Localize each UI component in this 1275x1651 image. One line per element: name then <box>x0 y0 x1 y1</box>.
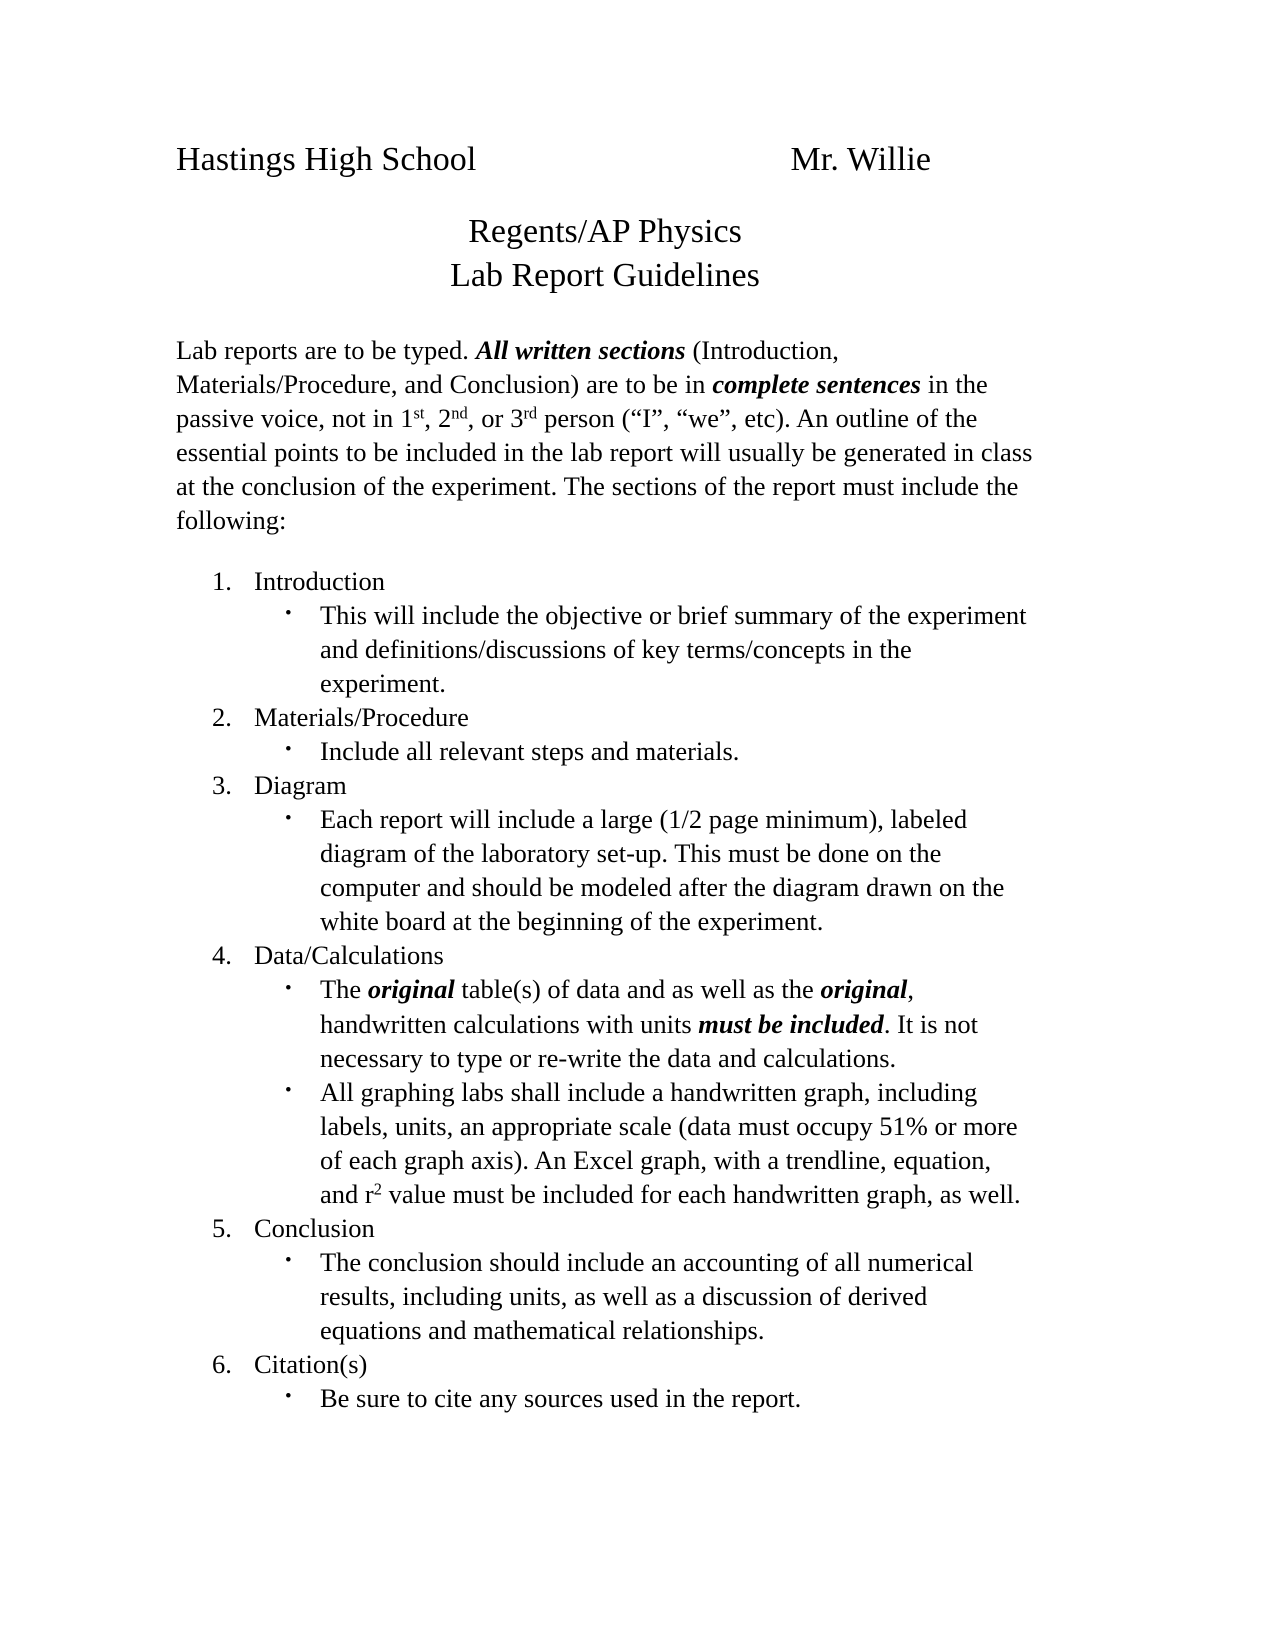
bullet-item <box>254 734 1034 768</box>
bullet-text <box>320 734 1034 768</box>
bullet-emphasis-original-2: original <box>820 974 908 1005</box>
bullet-text <box>320 1381 1034 1415</box>
bullet-text <box>320 1075 1034 1211</box>
bullet-text-segment-1: The <box>320 974 368 1005</box>
intro-text-2: (Introduction, Materials/Procedure, and Conclusion) are to be in <box>176 335 839 400</box>
outline-section-item <box>176 938 1034 1210</box>
bullet-text-content: The conclusion should include an accounting of all numerical results, including units, as well as a discussion of derived equations and mathematical relationships. <box>320 1246 974 1345</box>
bullet-item <box>254 598 1034 700</box>
bullet-text <box>320 802 1034 938</box>
section-label: Materials/Procedure <box>254 702 469 733</box>
bullet-text-segment-1: All graphing labs shall include a handwritten graph, including labels, units, an appropriate scale (data must occupy 51% or more of each graph axis). An Excel graph, with a trendline, equation, and r <box>320 1076 1018 1209</box>
outline-section-item <box>176 564 1034 700</box>
bullet-dot-icon: • <box>285 1079 292 1101</box>
intro-emphasis-complete-sentences: complete sentences <box>712 369 921 400</box>
section-bullet-list <box>254 598 1034 700</box>
ordinal-superscript-st: st <box>413 403 425 423</box>
bullet-text-content: Be sure to cite any sources used in the report. <box>320 1383 802 1414</box>
section-label: Diagram <box>254 770 347 801</box>
bullet-dot-icon: • <box>285 977 292 999</box>
intro-text-4: , 2 <box>424 403 452 434</box>
section-bullet-list <box>254 972 1034 1210</box>
intro-emphasis-written-sections: All written sections <box>475 335 686 366</box>
section-bullet-list <box>254 1381 1034 1415</box>
header-school-name: Hastings High School <box>176 141 477 178</box>
bullet-text-segment-4: . It is not necessary to type or re-write the data and calculations. <box>320 1008 979 1073</box>
bullet-dot-icon: • <box>285 1386 292 1408</box>
bullet-text <box>320 1245 1034 1347</box>
section-number: 6. <box>212 1349 232 1379</box>
bullet-dot-icon: • <box>285 1250 292 1272</box>
bullet-text-segment-3: , handwritten calculations with units <box>320 974 914 1039</box>
section-label: Data/Calculations <box>254 940 444 971</box>
title-line-course: Regents/AP Physics <box>468 213 742 251</box>
section-number: 3. <box>212 770 232 801</box>
section-bullet-list <box>254 1245 1034 1347</box>
bullet-text-segment-2: value must be included for each handwritten graph, as well. <box>381 1178 1021 1209</box>
section-number: 2. <box>212 702 232 733</box>
bullet-item <box>254 1245 1034 1347</box>
bullet-dot-icon: • <box>285 739 292 761</box>
intro-text-6: person (“I”, “we”, etc). An outline of the essential points to be included in the lab report will usually be generated in class at the conclusion of the experiment. The sections of the report must include the following: <box>176 403 1033 536</box>
page-title <box>176 210 1034 297</box>
bullet-item <box>254 802 1034 938</box>
ordinal-superscript-rd: rd <box>523 403 538 423</box>
section-bullet-list <box>254 802 1034 938</box>
bullet-text-content: This will include the objective or brief summary of the experiment and definitions/discussions of key terms/concepts in the experiment. <box>320 599 1027 699</box>
intro-text-5: , or 3 <box>467 403 524 434</box>
bullet-item <box>254 1381 1034 1415</box>
header-teacher-name: Mr. Willie <box>790 141 932 178</box>
bullet-text <box>320 972 1034 1074</box>
intro-paragraph <box>176 333 1034 537</box>
section-label: Conclusion <box>254 1212 375 1243</box>
outline-section-item <box>176 768 1034 938</box>
section-number: 4. <box>212 940 232 971</box>
bullet-text <box>320 598 1034 700</box>
bullet-dot-icon: • <box>285 603 292 625</box>
sections-outline-list <box>176 564 1034 1415</box>
bullet-text-content: Each report will include a large (1/2 page minimum), labeled diagram of the laboratory set-up. This must be done on the computer and should be modeled after the diagram drawn on the white board at the beginning of the experiment. <box>320 804 1005 937</box>
document-body <box>176 140 1034 1415</box>
bullet-emphasis-must-be-included: must be included <box>698 1008 884 1039</box>
section-bullet-list <box>254 734 1034 768</box>
title-line-subject: Lab Report Guidelines <box>450 256 760 294</box>
outline-section-item <box>176 700 1034 768</box>
section-label: Introduction <box>254 565 385 596</box>
section-number: 5. <box>212 1212 232 1243</box>
bullet-dot-icon: • <box>285 807 292 829</box>
r-squared-superscript: 2 <box>373 1179 382 1199</box>
section-label: Citation(s) <box>254 1349 368 1379</box>
outline-section-item <box>176 1211 1034 1347</box>
bullet-text-content: Include all relevant steps and materials. <box>320 736 740 767</box>
section-number: 1. <box>212 565 232 596</box>
bullet-text-segment-2: table(s) of data and as well as the <box>454 974 821 1005</box>
bullet-item <box>254 1075 1034 1211</box>
intro-text-3: in the passive voice, not in 1 <box>176 369 988 434</box>
intro-text-1: Lab reports are to be typed. <box>176 335 476 366</box>
outline-section-item <box>176 1347 1034 1415</box>
ordinal-superscript-nd: nd <box>451 403 468 423</box>
bullet-emphasis-original-1: original <box>367 974 455 1005</box>
bullet-item <box>254 972 1034 1074</box>
page-header <box>176 140 1034 180</box>
